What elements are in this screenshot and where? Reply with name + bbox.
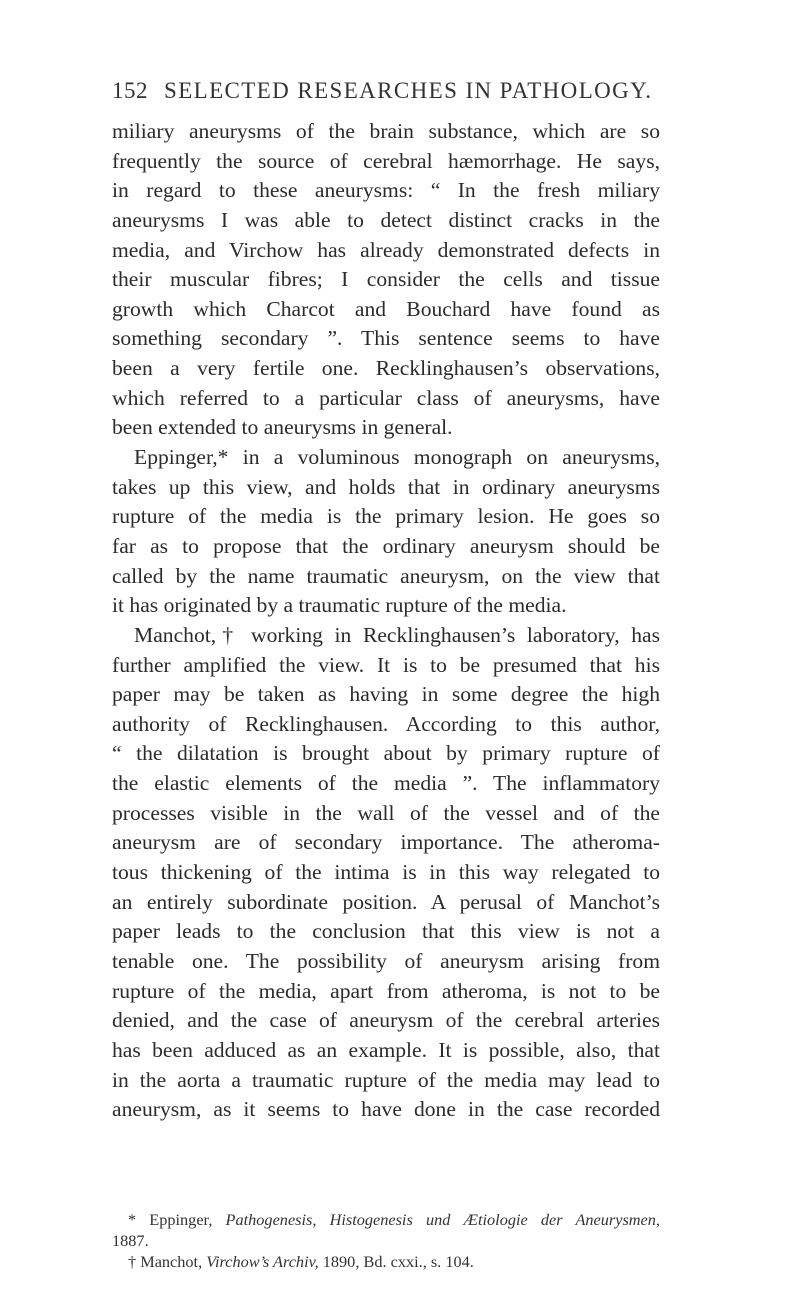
page-number: 152 — [112, 78, 148, 103]
text-line: tenable one. The possibility of aneurysm arising from — [112, 948, 660, 973]
text-line: authority of Recklinghausen. According to this author, — [112, 711, 660, 736]
text-line: called by the name traumatic aneurysm, on the view that — [112, 563, 660, 588]
footnotes — [112, 1209, 660, 1273]
body-text — [112, 117, 660, 1125]
footnote-manchot-details: 1890, Bd. cxxi., s. 104. — [318, 1252, 474, 1272]
footnote-eppinger-prefix: * Eppinger, — [128, 1210, 226, 1229]
text-line: an entirely subordinate position. A perusal of Manchot’s — [112, 889, 660, 914]
text-line: has been adduced as an example. It is possible, also, that — [112, 1037, 660, 1062]
footnote-eppinger-title: Pathogenesis, Histogenesis und Ætiologie der Aneurysmen, — [225, 1210, 660, 1229]
text-line: rupture of the media, apart from atheroma, is not to be — [112, 978, 660, 1003]
footnote-eppinger-year: 1887. — [112, 1231, 149, 1251]
text-line: the elastic elements of the media ”. The inflammatory — [112, 771, 660, 796]
text-line: processes visible in the wall of the vessel and of the — [112, 800, 660, 825]
footnote-manchot-prefix: † Manchot, — [128, 1252, 207, 1272]
running-head-title: SELECTED RESEARCHES IN PATHOLOGY. — [164, 78, 653, 103]
text-line: in regard to these aneurysms: “ In the fresh miliary — [112, 178, 660, 203]
text-line: Manchot,† working in Recklinghausen’s laboratory, has — [134, 622, 660, 647]
running-head — [112, 78, 712, 108]
text-line: growth which Charcot and Bouchard have found as — [112, 296, 660, 321]
text-line: far as to propose that the ordinary aneurysm should be — [112, 533, 660, 558]
text-line: “ the dilatation is brought about by primary rupture of — [112, 741, 660, 766]
text-line: rupture of the media is the primary lesion. He goes so — [112, 504, 660, 529]
text-line: tous thickening of the intima is in this way relegated to — [112, 860, 660, 885]
text-line: aneurysm, as it seems to have done in the case recorded — [112, 1097, 660, 1122]
text-line: frequently the source of cerebral hæmorrhage. He says, — [112, 148, 660, 173]
text-line: been extended to aneurysms in general. — [112, 415, 453, 440]
text-line: their muscular fibres; I consider the cells and tissue — [112, 267, 660, 292]
text-line: been a very fertile one. Recklinghausen’s observations, — [112, 356, 660, 381]
text-line: in the aorta a traumatic rupture of the media may lead to — [112, 1067, 660, 1092]
text-line: miliary aneurysms of the brain substance, which are so — [112, 119, 660, 143]
text-line: media, and Virchow has already demonstrated defects in — [112, 237, 660, 262]
text-line: aneurysms I was able to detect distinct cracks in the — [112, 207, 660, 232]
text-line: paper leads to the conclusion that this view is not a — [112, 919, 660, 944]
text-line: something secondary ”. This sentence seems to have — [112, 326, 660, 351]
footnote-manchot — [112, 1251, 660, 1272]
footnote-eppinger — [112, 1209, 660, 1230]
text-line: it has originated by a traumatic rupture of the media. — [112, 593, 567, 618]
text-line: aneurysm are of secondary importance. The atheroma- — [112, 830, 660, 855]
text-line: takes up this view, and holds that in ordinary aneurysms — [112, 474, 660, 499]
text-line: further amplified the view. It is to be presumed that his — [112, 652, 660, 677]
text-line: which referred to a particular class of aneurysms, have — [112, 385, 660, 410]
text-line: Eppinger,* in a voluminous monograph on aneurysms, — [134, 445, 660, 470]
text-line: denied, and the case of aneurysm of the cerebral arteries — [112, 1008, 660, 1033]
footnote-manchot-title: Virchow’s Archiv, — [206, 1252, 319, 1272]
text-line: paper may be taken as having in some degree the high — [112, 682, 660, 707]
